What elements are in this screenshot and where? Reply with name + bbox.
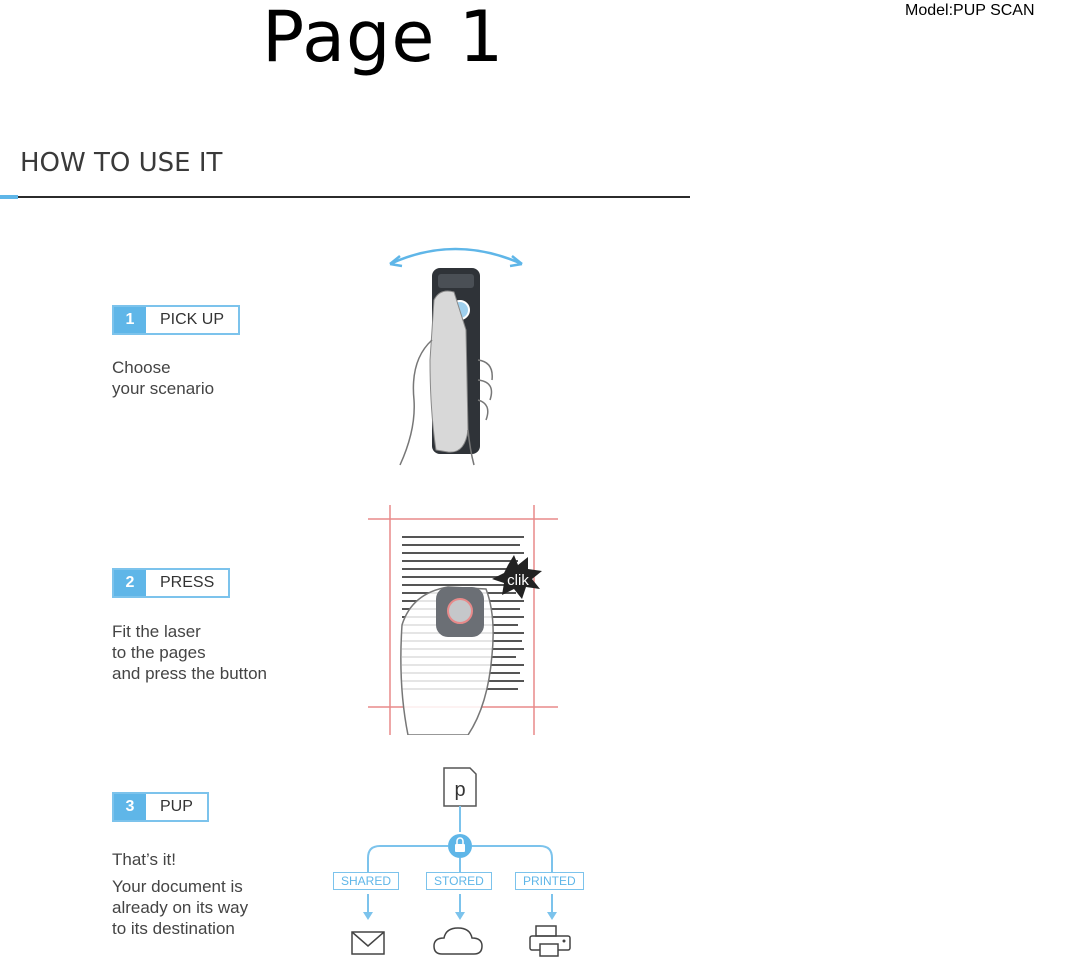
distribution-illustration [330, 766, 590, 958]
file-letter: p [454, 779, 466, 801]
rotate-arrow-icon [390, 249, 522, 264]
heading-divider [0, 196, 690, 198]
step-2-label: PRESS [160, 574, 215, 591]
destination-stored: STORED [426, 872, 492, 890]
step-1-badge [112, 305, 240, 335]
printer-icon [536, 926, 556, 936]
destination-shared: SHARED [333, 872, 399, 890]
page-title: Page 1 [262, 0, 505, 78]
step-2-number: 2 [114, 570, 146, 596]
cloud-icon [434, 928, 482, 954]
destination-printed: PRINTED [515, 872, 584, 890]
step-3-description: Your document is already on its way to its destination [112, 877, 249, 938]
scanner-hand-illustration [370, 240, 540, 470]
step-3-badge [112, 792, 209, 822]
heading-divider-accent [0, 195, 18, 199]
step-1-description: Choose your scenario [112, 358, 215, 398]
model-label: Model:PUP SCAN [905, 2, 1035, 19]
step-1-number: 1 [114, 307, 146, 333]
step-2-badge [112, 568, 230, 598]
click-text: clik [507, 572, 529, 589]
press-page-illustration [368, 505, 558, 735]
step-3-number: 3 [114, 794, 146, 820]
step-3-label: PUP [160, 798, 193, 815]
section-heading: HOW TO USE IT [20, 148, 223, 178]
step-2-description: Fit the laser to the pages and press the button [112, 622, 268, 683]
step-1-label: PICK UP [160, 311, 225, 328]
step-3-tagline: That’s it! [112, 850, 176, 869]
